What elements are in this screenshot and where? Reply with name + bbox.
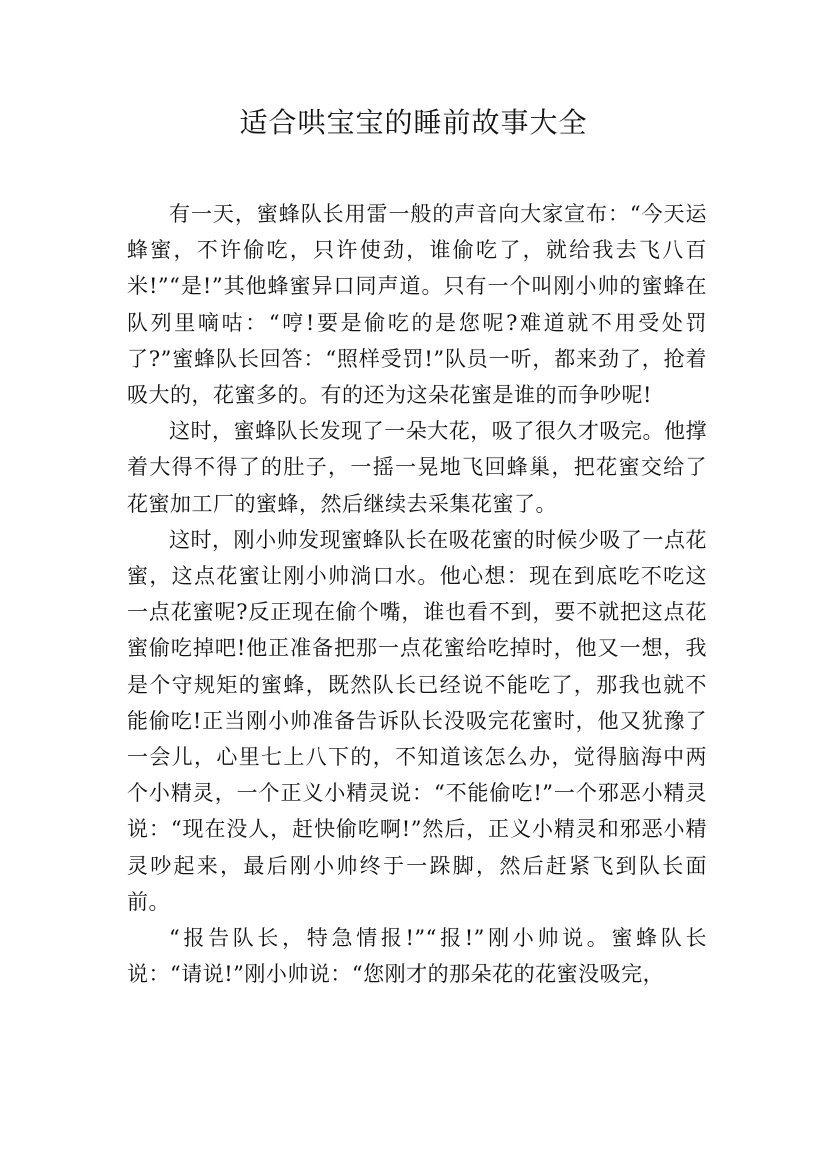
paragraph-4: “报告队长，特急情报!”“报!”刚小帅说。蜜蜂队长说：“请说!”刚小帅说：“您刚才的那朵花的花蜜没吸完， (127, 926, 707, 987)
paragraph-1: 有一天，蜜蜂队长用雷一般的声音向大家宣布：“今天运蜂蜜，不许偷吃，只许使劲，谁偷吃了，就给我去飞八百米!”“是!”其他蜂蜜异口同声道。只有一个叫刚小帅的蜜蜂在队列里嘀咕：“哼!要是偷吃的是您呢?难道就不用受处罚了?”蜜蜂队长回答：“照样受罚!”队员一听，都来劲了，抢着吸大的，花蜜多的。有的还为这朵花蜜是谁的而争吵呢! (127, 202, 707, 408)
paragraph-3: 这时，刚小帅发现蜜蜂队长在吸花蜜的时候少吸了一点花蜜，这点花蜜让刚小帅淌口水。他心想：现在到底吃不吃这一点花蜜呢?反正现在偷个嘴，谁也看不到，要不就把这点花蜜偷吃掉吧!他正准备把那一点花蜜给吃掉时，他又一想，我是个守规矩的蜜蜂，既然队长已经说不能吃了，那我也就不能偷吃!正当刚小帅准备告诉队长没吸完花蜜时，他又犹豫了一会儿，心里七上八下的，不知道该怎么办，觉得脑海中两个小精灵，一个正义小精灵说：“不能偷吃!”一个邪恶小精灵说：“现在没人，赶快偷吃啊!”然后，正义小精灵和邪恶小精灵吵起来，最后刚小帅终于一跺脚，然后赶紧飞到队长面前。 (127, 527, 707, 914)
paragraph-2: 这时，蜜蜂队长发现了一朵大花，吸了很久才吸完。他撑着大得不得了的肚子，一摇一晃地飞回蜂巢，把花蜜交给了花蜜加工厂的蜜蜂，然后继续去采集花蜜了。 (127, 419, 707, 516)
document-title: 适合哄宝宝的睡前故事大全 (239, 106, 588, 139)
document-body (127, 196, 707, 992)
